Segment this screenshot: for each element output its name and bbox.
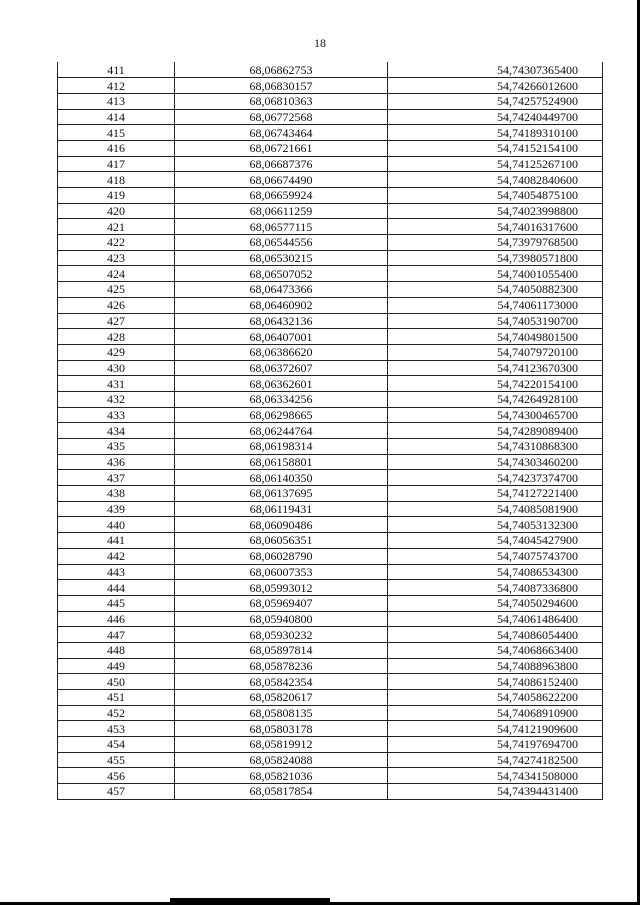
- point-number-cell: 457: [58, 784, 175, 800]
- table-row: [58, 752, 603, 768]
- x-coordinate-cell: 68,05817854: [175, 784, 388, 800]
- x-coordinate-cell: 68,06577115: [175, 219, 388, 235]
- table-row: [58, 690, 603, 706]
- point-number-cell: 452: [58, 705, 175, 721]
- y-coordinate-cell: 54,74394431400: [388, 784, 603, 800]
- table-row: [58, 423, 603, 439]
- x-coordinate-cell: 68,06743464: [175, 125, 388, 141]
- table-row: [58, 93, 603, 109]
- table-row: [58, 501, 603, 517]
- table-row: [58, 674, 603, 690]
- y-coordinate-cell: 54,74075743700: [388, 548, 603, 564]
- point-number-cell: 423: [58, 250, 175, 266]
- x-coordinate-cell: 68,05878236: [175, 658, 388, 674]
- point-number-cell: 456: [58, 768, 175, 784]
- y-coordinate-cell: 54,74307365400: [388, 62, 603, 78]
- y-coordinate-cell: 54,74086534300: [388, 564, 603, 580]
- coordinates-table: [57, 62, 603, 800]
- table-row: [58, 454, 603, 470]
- coordinates-table-wrapper: [57, 62, 602, 800]
- x-coordinate-cell: 68,06007353: [175, 564, 388, 580]
- point-number-cell: 420: [58, 203, 175, 219]
- point-number-cell: 422: [58, 235, 175, 251]
- y-coordinate-cell: 54,74016317600: [388, 219, 603, 235]
- point-number-cell: 446: [58, 611, 175, 627]
- table-row: [58, 737, 603, 753]
- x-coordinate-cell: 68,05940800: [175, 611, 388, 627]
- x-coordinate-cell: 68,05821036: [175, 768, 388, 784]
- x-coordinate-cell: 68,06772568: [175, 109, 388, 125]
- y-coordinate-cell: 54,74082840600: [388, 172, 603, 188]
- y-coordinate-cell: 54,74054875100: [388, 188, 603, 204]
- y-coordinate-cell: 54,74127221400: [388, 486, 603, 502]
- y-coordinate-cell: 54,74068663400: [388, 642, 603, 658]
- y-coordinate-cell: 54,74310868300: [388, 439, 603, 455]
- x-coordinate-cell: 68,05803178: [175, 721, 388, 737]
- table-row: [58, 360, 603, 376]
- table-row: [58, 517, 603, 533]
- table-row: [58, 705, 603, 721]
- x-coordinate-cell: 68,06530215: [175, 250, 388, 266]
- y-coordinate-cell: 54,74240449700: [388, 109, 603, 125]
- y-coordinate-cell: 54,74264928100: [388, 391, 603, 407]
- y-coordinate-cell: 54,74053190700: [388, 313, 603, 329]
- point-number-cell: 414: [58, 109, 175, 125]
- point-number-cell: 418: [58, 172, 175, 188]
- table-row: [58, 297, 603, 313]
- y-coordinate-cell: 54,74266012600: [388, 78, 603, 94]
- y-coordinate-cell: 54,74189310100: [388, 125, 603, 141]
- y-coordinate-cell: 54,74058622200: [388, 690, 603, 706]
- y-coordinate-cell: 54,74053132300: [388, 517, 603, 533]
- x-coordinate-cell: 68,05808135: [175, 705, 388, 721]
- y-coordinate-cell: 54,74123670300: [388, 360, 603, 376]
- x-coordinate-cell: 68,05930232: [175, 627, 388, 643]
- point-number-cell: 435: [58, 439, 175, 455]
- point-number-cell: 437: [58, 470, 175, 486]
- y-coordinate-cell: 54,74086054400: [388, 627, 603, 643]
- table-row: [58, 313, 603, 329]
- y-coordinate-cell: 54,74050882300: [388, 282, 603, 298]
- point-number-cell: 421: [58, 219, 175, 235]
- y-coordinate-cell: 54,73980571800: [388, 250, 603, 266]
- table-row: [58, 78, 603, 94]
- table-row: [58, 721, 603, 737]
- table-row: [58, 768, 603, 784]
- table-row: [58, 156, 603, 172]
- point-number-cell: 448: [58, 642, 175, 658]
- x-coordinate-cell: 68,06507052: [175, 266, 388, 282]
- point-number-cell: 428: [58, 329, 175, 345]
- x-coordinate-cell: 68,05842354: [175, 674, 388, 690]
- table-row: [58, 266, 603, 282]
- table-row: [58, 250, 603, 266]
- table-row: [58, 140, 603, 156]
- table-row: [58, 203, 603, 219]
- y-coordinate-cell: 54,74087336800: [388, 580, 603, 596]
- point-number-cell: 449: [58, 658, 175, 674]
- point-number-cell: 451: [58, 690, 175, 706]
- point-number-cell: 431: [58, 376, 175, 392]
- table-row: [58, 109, 603, 125]
- table-row: [58, 595, 603, 611]
- x-coordinate-cell: 68,06611259: [175, 203, 388, 219]
- y-coordinate-cell: 54,73979768500: [388, 235, 603, 251]
- x-coordinate-cell: 68,06334256: [175, 391, 388, 407]
- table-row: [58, 235, 603, 251]
- table-row: [58, 564, 603, 580]
- y-coordinate-cell: 54,74050294600: [388, 595, 603, 611]
- point-number-cell: 413: [58, 93, 175, 109]
- y-coordinate-cell: 54,74088963800: [388, 658, 603, 674]
- point-number-cell: 450: [58, 674, 175, 690]
- table-row: [58, 658, 603, 674]
- x-coordinate-cell: 68,06386620: [175, 344, 388, 360]
- point-number-cell: 411: [58, 62, 175, 78]
- table-row: [58, 784, 603, 800]
- point-number-cell: 426: [58, 297, 175, 313]
- point-number-cell: 442: [58, 548, 175, 564]
- x-coordinate-cell: 68,06862753: [175, 62, 388, 78]
- table-row: [58, 219, 603, 235]
- x-coordinate-cell: 68,06674490: [175, 172, 388, 188]
- point-number-cell: 430: [58, 360, 175, 376]
- y-coordinate-cell: 54,74068910900: [388, 705, 603, 721]
- point-number-cell: 443: [58, 564, 175, 580]
- point-number-cell: 441: [58, 533, 175, 549]
- point-number-cell: 416: [58, 140, 175, 156]
- y-coordinate-cell: 54,74237374700: [388, 470, 603, 486]
- y-coordinate-cell: 54,74085081900: [388, 501, 603, 517]
- point-number-cell: 433: [58, 407, 175, 423]
- x-coordinate-cell: 68,05819912: [175, 737, 388, 753]
- table-row: [58, 62, 603, 78]
- x-coordinate-cell: 68,05969407: [175, 595, 388, 611]
- point-number-cell: 425: [58, 282, 175, 298]
- y-coordinate-cell: 54,74197694700: [388, 737, 603, 753]
- x-coordinate-cell: 68,06544556: [175, 235, 388, 251]
- point-number-cell: 429: [58, 344, 175, 360]
- table-row: [58, 376, 603, 392]
- y-coordinate-cell: 54,74300465700: [388, 407, 603, 423]
- y-coordinate-cell: 54,74125267100: [388, 156, 603, 172]
- point-number-cell: 455: [58, 752, 175, 768]
- x-coordinate-cell: 68,06198314: [175, 439, 388, 455]
- x-coordinate-cell: 68,06473366: [175, 282, 388, 298]
- point-number-cell: 419: [58, 188, 175, 204]
- x-coordinate-cell: 68,06460902: [175, 297, 388, 313]
- x-coordinate-cell: 68,06056351: [175, 533, 388, 549]
- x-coordinate-cell: 68,06090486: [175, 517, 388, 533]
- x-coordinate-cell: 68,06158801: [175, 454, 388, 470]
- x-coordinate-cell: 68,06721661: [175, 140, 388, 156]
- page-number: 18: [314, 36, 326, 50]
- x-coordinate-cell: 68,06362601: [175, 376, 388, 392]
- y-coordinate-cell: 54,74341508000: [388, 768, 603, 784]
- table-row: [58, 580, 603, 596]
- x-coordinate-cell: 68,06137695: [175, 486, 388, 502]
- y-coordinate-cell: 54,74289089400: [388, 423, 603, 439]
- table-row: [58, 282, 603, 298]
- y-coordinate-cell: 54,74220154100: [388, 376, 603, 392]
- x-coordinate-cell: 68,06810363: [175, 93, 388, 109]
- x-coordinate-cell: 68,06028790: [175, 548, 388, 564]
- x-coordinate-cell: 68,05820617: [175, 690, 388, 706]
- table-row: [58, 548, 603, 564]
- point-number-cell: 427: [58, 313, 175, 329]
- table-row: [58, 125, 603, 141]
- table-row: [58, 439, 603, 455]
- point-number-cell: 438: [58, 486, 175, 502]
- point-number-cell: 424: [58, 266, 175, 282]
- y-coordinate-cell: 54,74049801500: [388, 329, 603, 345]
- y-coordinate-cell: 54,74061486400: [388, 611, 603, 627]
- point-number-cell: 444: [58, 580, 175, 596]
- point-number-cell: 434: [58, 423, 175, 439]
- y-coordinate-cell: 54,74079720100: [388, 344, 603, 360]
- table-row: [58, 486, 603, 502]
- y-coordinate-cell: 54,74001055400: [388, 266, 603, 282]
- point-number-cell: 447: [58, 627, 175, 643]
- table-row: [58, 329, 603, 345]
- point-number-cell: 417: [58, 156, 175, 172]
- x-coordinate-cell: 68,06687376: [175, 156, 388, 172]
- x-coordinate-cell: 68,06659924: [175, 188, 388, 204]
- y-coordinate-cell: 54,74023998800: [388, 203, 603, 219]
- point-number-cell: 454: [58, 737, 175, 753]
- table-row: [58, 611, 603, 627]
- y-coordinate-cell: 54,74274182500: [388, 752, 603, 768]
- x-coordinate-cell: 68,06140350: [175, 470, 388, 486]
- x-coordinate-cell: 68,06119431: [175, 501, 388, 517]
- y-coordinate-cell: 54,74257524900: [388, 93, 603, 109]
- table-row: [58, 642, 603, 658]
- x-coordinate-cell: 68,05897814: [175, 642, 388, 658]
- point-number-cell: 412: [58, 78, 175, 94]
- table-row: [58, 391, 603, 407]
- table-row: [58, 533, 603, 549]
- coordinates-table-body: [58, 62, 603, 799]
- table-row: [58, 172, 603, 188]
- x-coordinate-cell: 68,06298665: [175, 407, 388, 423]
- x-coordinate-cell: 68,06372607: [175, 360, 388, 376]
- x-coordinate-cell: 68,06407001: [175, 329, 388, 345]
- point-number-cell: 445: [58, 595, 175, 611]
- point-number-cell: 453: [58, 721, 175, 737]
- point-number-cell: 436: [58, 454, 175, 470]
- point-number-cell: 432: [58, 391, 175, 407]
- table-row: [58, 344, 603, 360]
- point-number-cell: 439: [58, 501, 175, 517]
- table-row: [58, 470, 603, 486]
- y-coordinate-cell: 54,74121909600: [388, 721, 603, 737]
- x-coordinate-cell: 68,06244764: [175, 423, 388, 439]
- point-number-cell: 440: [58, 517, 175, 533]
- y-coordinate-cell: 54,74152154100: [388, 140, 603, 156]
- x-coordinate-cell: 68,06432136: [175, 313, 388, 329]
- y-coordinate-cell: 54,74045427900: [388, 533, 603, 549]
- y-coordinate-cell: 54,74303460200: [388, 454, 603, 470]
- x-coordinate-cell: 68,06830157: [175, 78, 388, 94]
- table-row: [58, 188, 603, 204]
- table-row: [58, 627, 603, 643]
- x-coordinate-cell: 68,05824088: [175, 752, 388, 768]
- y-coordinate-cell: 54,74086152400: [388, 674, 603, 690]
- point-number-cell: 415: [58, 125, 175, 141]
- y-coordinate-cell: 54,74061173000: [388, 297, 603, 313]
- table-row: [58, 407, 603, 423]
- x-coordinate-cell: 68,05993012: [175, 580, 388, 596]
